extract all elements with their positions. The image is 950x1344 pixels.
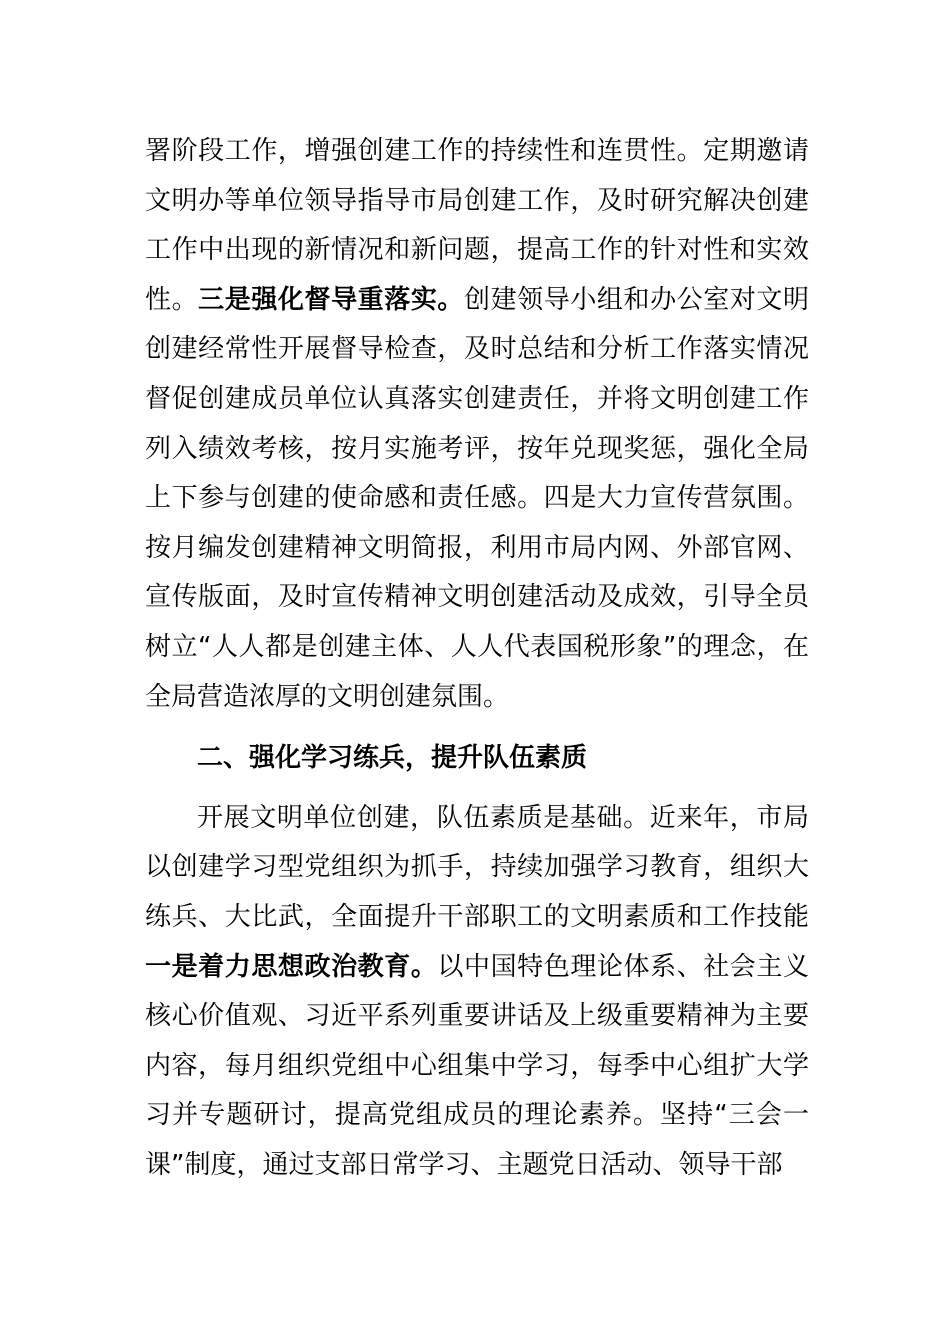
paragraph-2-bold-lead: 一是着力思想政治教育。 <box>145 951 438 982</box>
paragraph-1-bold-lead: 三是强化督导重落实。 <box>198 284 464 315</box>
paragraph-1-text-c: 创建领导小组和办公室对文明创建经常性开展督导检查，及时总结和分析工作落实情况督促创建成员单位认真落实创建责任，并将文明创建工作列入绩效考核，按月实施考评，按年兑现奖惩，强化全局上下参与创建的使命感和责任感。四是大力宣传营氛围。按月编发创建精神文明简报，利用市局内网、外部官网、宣传版面，及时宣传精神文明创建活动及成效，引导全员树立“人人都是创建主体、人人代表国税形象”的理念，在全局营造浓厚的文明创建氛围。 <box>145 284 809 712</box>
paragraph-1-text-a: 署阶段工作，增强创建工作的持续性和连贯性。定期邀请文明办等单位领导指导市局创建工作，及时研究解决创建工作中出现的新情况和新问题，提高工作的针对性和实效性。 <box>145 136 809 315</box>
paragraph-1 <box>145 127 809 722</box>
paragraph-2-text-a: 开展文明单位创建，队伍素质是基础。近来年，市局以创建学习型党组织为抓手，持续加强学习教育，组织大练兵、大比武，全面提升干部职工的文明素质和工作技能 <box>145 802 809 932</box>
section-heading-2: 二、强化学习练兵，提升队伍素质 <box>197 743 588 774</box>
document-body <box>145 127 809 1190</box>
paragraph-2-text-c: 以中国特色理论体系、社会主义核心价值观、习近平系列重要讲话及上级重要精神为主要内容，每月组织党组中心组集中学习，每季中心组扩大学习并专题研讨，提高党组成员的理论素养。坚持“三会一课”制度，通过支部日常学习、主题党日活动、领导干部 <box>145 951 809 1180</box>
paragraph-2 <box>145 794 809 1191</box>
